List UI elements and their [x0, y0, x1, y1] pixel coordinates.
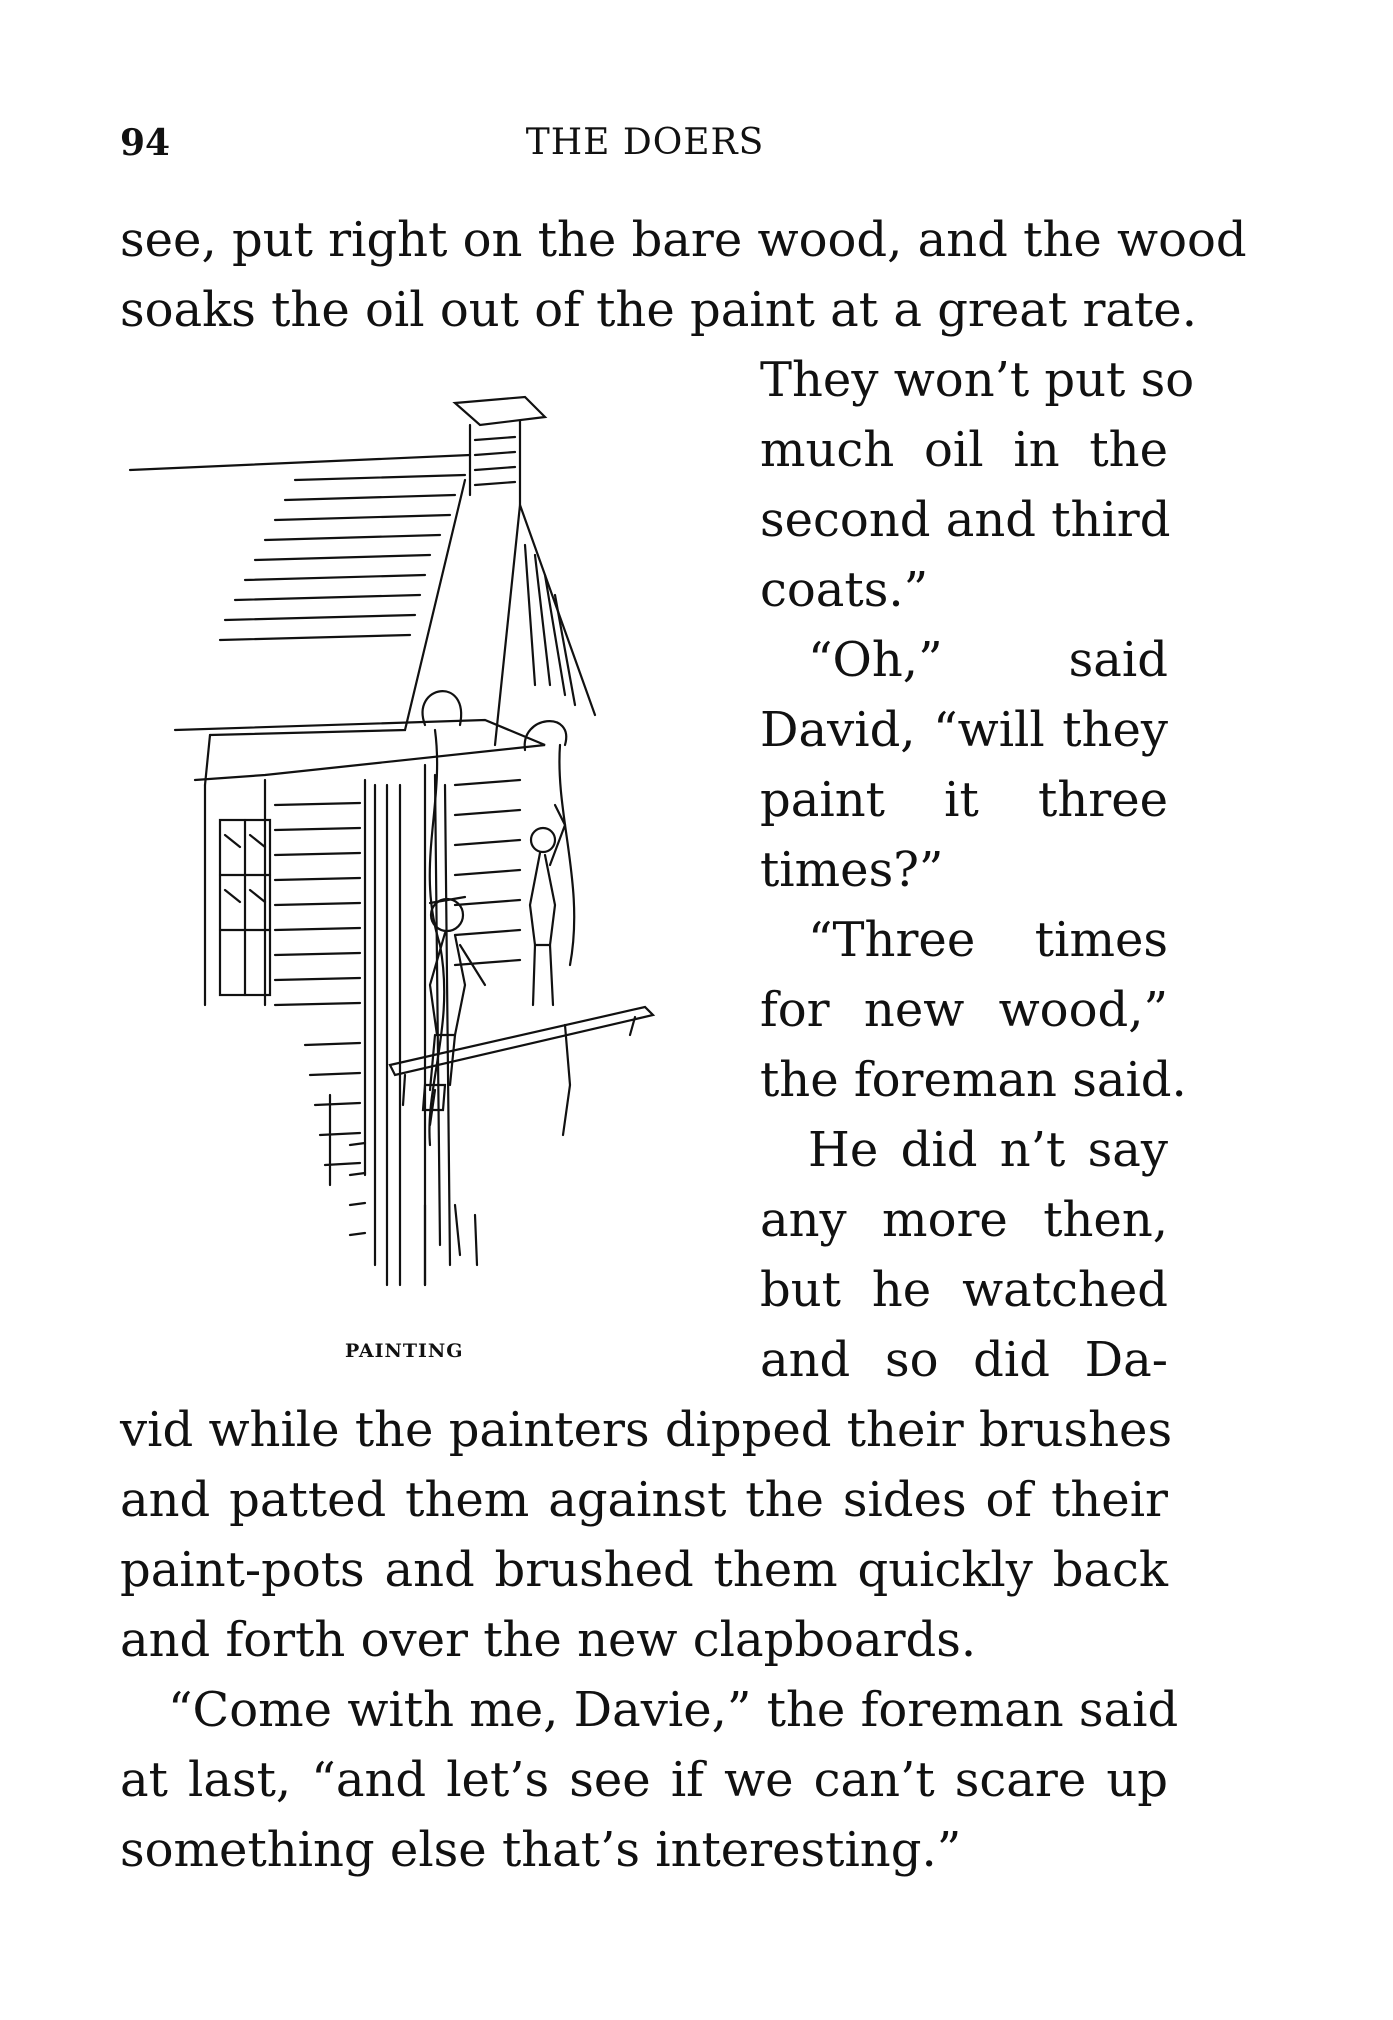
text-line: He did n’t say [808, 1122, 1168, 1178]
text-line: soaks the oil out of the paint at a great rate. [120, 282, 1197, 338]
text-line: times?” [760, 842, 944, 898]
illustration-drawing [125, 385, 715, 1300]
text-line: second and third [760, 492, 1171, 548]
text-line: David, “will they [760, 702, 1168, 758]
text-line: for new wood,” [760, 982, 1168, 1038]
figure-caption: PAINTING [345, 1340, 464, 1362]
text-line: and forth over the new clapboards. [120, 1612, 977, 1668]
text-line: paint it three [760, 772, 1168, 828]
running-title: THE DOERS [525, 122, 765, 163]
text-line: see, put right on the bare wood, and the wood [120, 212, 1247, 268]
text-line: and so did Da- [760, 1332, 1168, 1388]
text-line: vid while the painters dipped their brushes [120, 1402, 1173, 1458]
page-header [120, 122, 1170, 172]
text-line: but he watched [760, 1262, 1168, 1318]
text-line: “Three times [808, 912, 1168, 968]
text-line: something else that’s interesting.” [120, 1822, 962, 1878]
house-painters-illustration [125, 385, 715, 1300]
page-number: 94 [120, 122, 171, 164]
text-line: coats.” [760, 562, 929, 618]
text-line: “Come with me, Davie,” the foreman said [168, 1682, 1179, 1738]
text-line: “Oh,” said [808, 632, 1168, 688]
text-line: at last, “and let’s see if we can’t scare up [120, 1752, 1168, 1808]
text-line: much oil in the [760, 422, 1168, 478]
text-line: They won’t put so [760, 352, 1195, 408]
text-line: and patted them against the sides of their [120, 1472, 1168, 1528]
text-line: the foreman said. [760, 1052, 1187, 1108]
text-line: paint-pots and brushed them quickly back [120, 1542, 1168, 1598]
text-line: any more then, [760, 1192, 1168, 1248]
